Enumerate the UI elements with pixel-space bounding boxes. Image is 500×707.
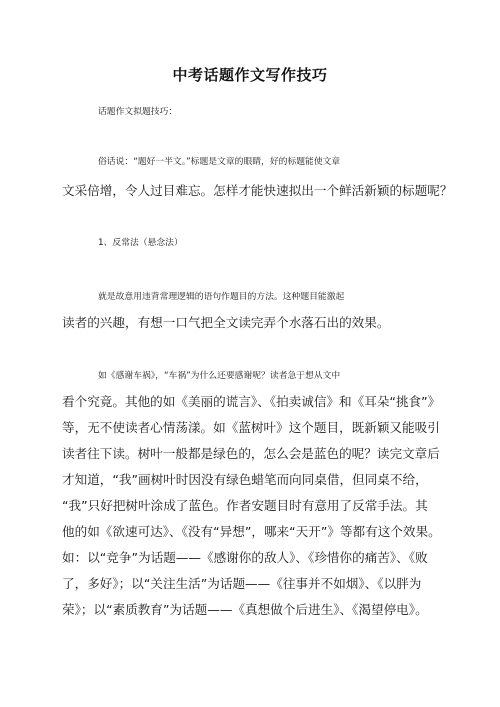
paragraph-line: 就是故意用违背常理逻辑的语句作题目的方法。这种题目能激起 <box>98 292 345 302</box>
paragraph-line: 俗话说：“题好一半文。”标题是文章的眼睛，好的标题能使文章 <box>98 157 341 167</box>
paragraph-line: 了，多好》；以“关注生活”为话题——《往事并不如烟》、《以胖为 <box>62 576 422 591</box>
paragraph-line: 文采倍增，令人过目难忘。怎样才能快速拟出一个鲜活新颖的标题呢？ <box>62 183 453 198</box>
document-title: 中考话题作文写作技巧 <box>172 66 328 84</box>
paragraph-line: 等，无不使读者心情荡漾。如《蓝树叶》这个题目，既新颖又能吸引 <box>62 420 440 435</box>
paragraph-line: 才知道，“我”画树叶时因没有绿色蜡笔而向同桌借，但同桌不给， <box>62 472 428 487</box>
paragraph-line: 他的如《欲速可达》、《没有“异想”，哪来“天开”》等都有这个效果。 <box>62 524 441 539</box>
paragraph-line: 荣》；以“素质教育”为话题——《真想做个后进生》、《渴望停电》。 <box>62 602 428 617</box>
paragraph-line: 读者的兴趣，有想一口气把全文读完弄个水落石出的效果。 <box>62 315 390 330</box>
paragraph-line: 如《感谢车祸》，“车祸”为什么还要感谢呢？读者急于想从文中 <box>98 371 341 381</box>
paragraph-line: 看个究竟。其他的如《美丽的谎言》、《拍卖诚信》和《耳朵“挑食”》 <box>62 394 441 409</box>
section-heading-title-techniques: 话题作文拟题技巧： <box>98 107 178 117</box>
paragraph-line: “我”只好把树叶涂成了蓝色。作者安题目时有意用了反常手法。其 <box>62 498 428 513</box>
section-heading-method-1: 1、反常法（悬念法） <box>98 238 183 248</box>
paragraph-line: 如：以“竞争”为话题——《感谢你的敌人》、《珍惜你的痛苦》、《败 <box>62 550 428 565</box>
paragraph-line: 读者往下读。树叶一般都是绿色的，怎么会是蓝色的呢？读完文章后 <box>62 446 440 461</box>
